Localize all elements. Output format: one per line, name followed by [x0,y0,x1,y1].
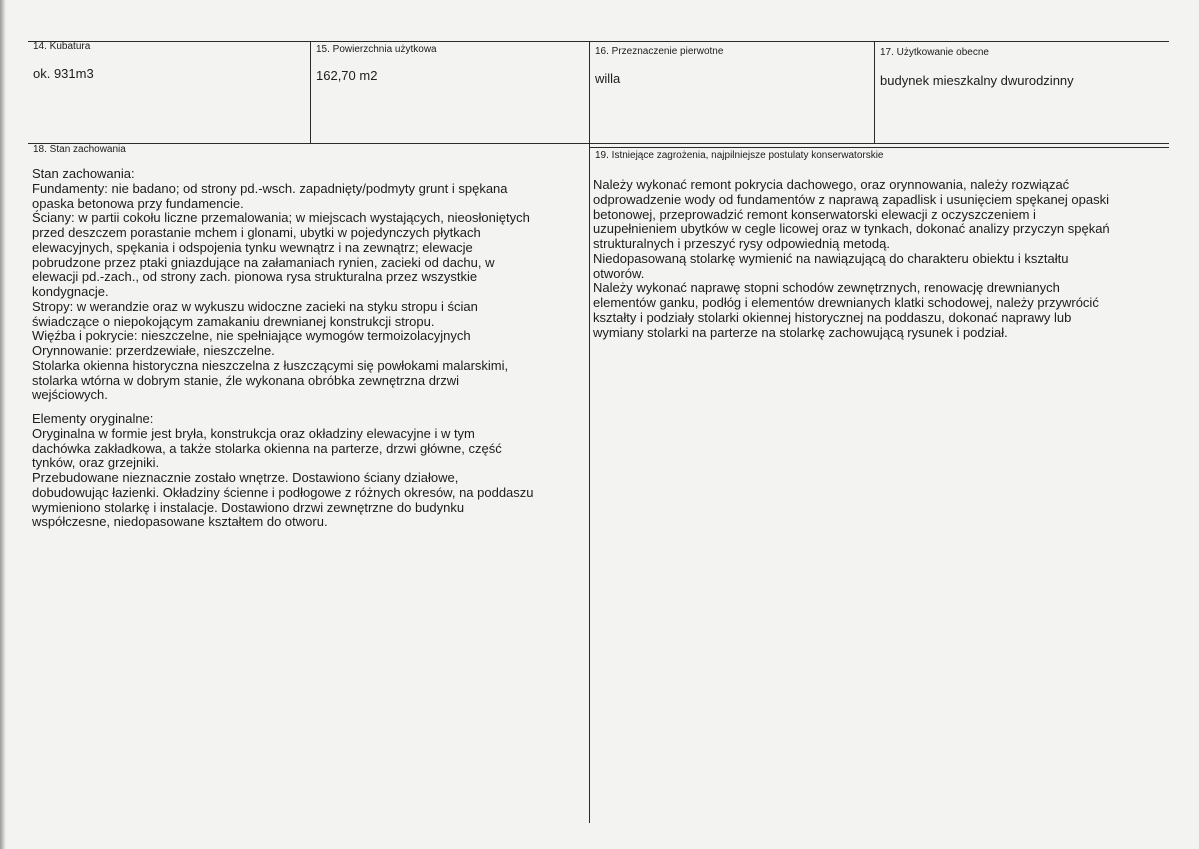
text-line: Oryginalna w formie jest bryła, konstrukcja oraz okładziny elewacyjne i w tym [32,425,475,441]
column-divider-left [310,41,311,143]
text-line: elewacji pd.-zach., od strony zach. pionowa rysa strukturalna przez wszystkie [32,269,478,285]
powierzchnia-label: 15. Powierzchnia użytkowa [316,44,437,55]
text-line: Ściany: w partii cokołu liczne przemalowania; w miejscach wystających, nieosłoniętych [32,210,530,226]
zagrozenia-label: 19. Istniejące zagrożenia, najpilniejsze postulaty konserwatorskie [595,150,884,161]
uzytkowanie-label: 17. Użytkowanie obecne [880,47,989,58]
zagrozenia-label-divider [590,147,1169,148]
column-divider-right [874,41,875,143]
text-line: otworów. [593,265,645,281]
text-line: Orynnowanie: przerdzewiałe, nieszczelne. [32,343,275,358]
text-line: współczesne, niedopasowane kształtem do otworu. [32,514,328,530]
text-line: elementów ganku, podłóg i elementów drewnianych klatki schodowej, należy przywrócić [593,295,1099,310]
text-line: opaska betonowa przy fundamencie. [32,195,244,211]
text-line: wymiany stolarki na parterze na stolarkę zachowującą rysunek i podział. [593,324,1008,340]
text-line: Niedopasowaną stolarkę wymienić na nawiązującą do charakteru obiektu i kształtu [593,250,1069,266]
text-line: przed deszczem porastanie mchem i glonami, ubytki w pojedynczych płytkach [32,225,481,240]
text-line: Stropy: w werandzie oraz w wykuszu widoczne zacieki na styku stropu i ścian [32,298,478,314]
uzytkowanie-value: budynek mieszkalny dwurodzinny [880,73,1074,88]
text-line: pobrudzone przez ptaki gniazdujące na załamaniach rynien, zacieki od dachu, w [32,254,495,270]
zagrozenia-text [593,178,1110,340]
text-line: betonowej, przeprowadzić remont konserwatorski elewacji z oczyszczeniem i [593,206,1036,222]
text-line: Przebudowane nieznacznie zostało wnętrze. Dostawiono ściany działowe, [32,470,459,485]
przeznaczenie-value: willa [595,71,621,86]
text-line: świadczące o niepokojącym zamakaniu drewnianej konstrukcji stropu. [32,313,435,329]
text-line: Stan zachowania: [32,166,135,181]
text-line: odprowadzenie wody od fundamentów z naprawą zapadlisk i usunięciem spękanej opaski [593,191,1109,207]
text-line: dachówka zakładkowa, a także stolarka okienna na parterze, drzwi główne, część [32,440,502,456]
top-border [28,41,1169,42]
text-line: strukturalnych i przeszyć rysy odpowiednią metodą. [593,236,890,251]
stan-text [32,167,534,530]
text-line: uzupełnieniem ubytków w cegle licowej oraz w tynkach, dokonać analizy przyczyn spękań [593,221,1110,237]
text-line: Więźba i pokrycie: nieszczelne, nie spełniające wymogów termoizolacyjnych [32,328,471,344]
kubatura-label: 14. Kubatura [33,41,91,52]
text-line: Stolarka okienna historyczna nieszczelna z łuszczącymi się powłokami malarskimi, [32,357,509,373]
stan-label: 18. Stan zachowania [33,144,126,155]
text-line: wymieniono stolarkę i instalacje. Dostawiono drzwi zewnętrzne do budynku [32,499,465,515]
kubatura-value: ok. 931m3 [33,66,94,81]
column-divider-main [589,41,590,823]
text-line: tynków, oraz grzejniki. [32,455,160,471]
text-line: elewacyjnych, spękania i odspojenia tynku wewnątrz i na zewnątrz; elewacje [32,239,473,255]
powierzchnia-value: 162,70 m2 [316,68,378,83]
text-line: kondygnacje. [32,284,109,299]
text-line: kształty i podziały stolarki okiennej historycznej na poddaszu, dokonać naprawy lub [593,309,1072,325]
text-line: Należy wykonać naprawę stopni schodów zewnętrznych, renowację drewnianych [593,280,1060,296]
text-line: Fundamenty: nie badano; od strony pd.-wsch. zapadnięty/podmyty grunt i spękana [32,180,508,196]
row-divider [28,143,1169,144]
text-line: stolarka wtórna w dobrym stanie, źle wykonana obróbka zewnętrzna drzwi [32,372,460,388]
text-line: wejściowych. [32,387,108,403]
text-line: Należy wykonać remont pokrycia dachowego, oraz orynnowania, należy rozwiązać [593,177,1070,192]
text-line: dobudowując łazienki. Okładziny ścienne i podłogowe z różnych okresów, na poddaszu [32,484,534,500]
przeznaczenie-label: 16. Przeznaczenie pierwotne [595,46,724,57]
text-line: Elementy oryginalne: [32,411,154,426]
scan-edge-shadow [0,0,6,849]
